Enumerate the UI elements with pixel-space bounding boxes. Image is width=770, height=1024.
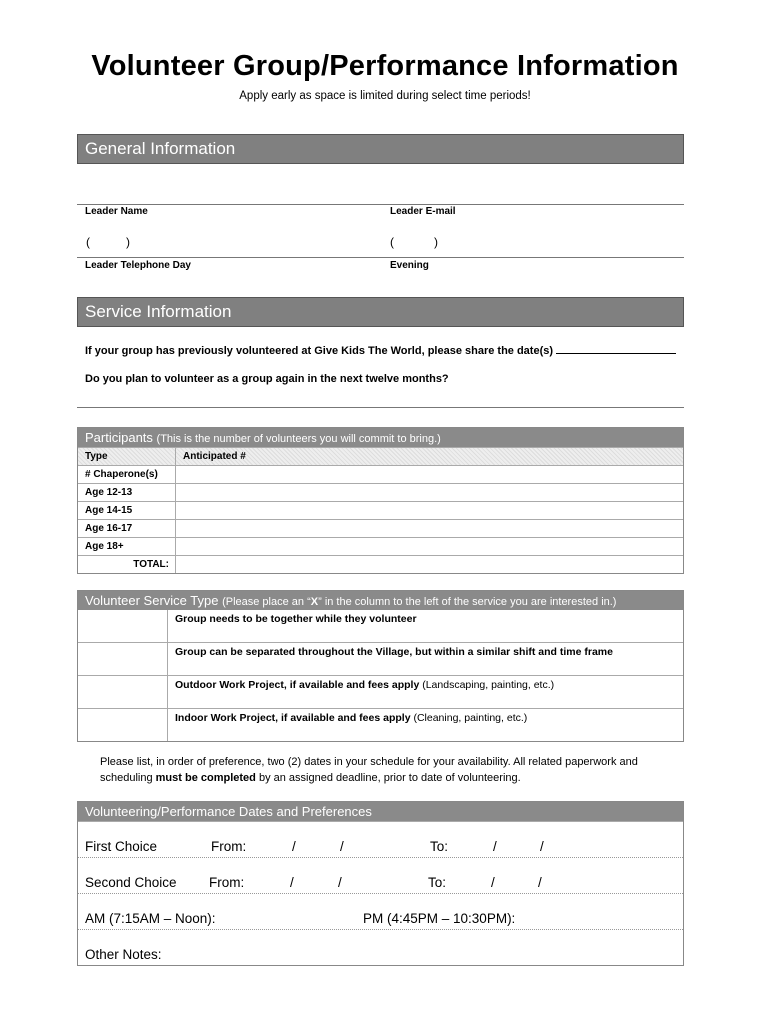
page-title: Volunteer Group/Performance Information (91, 50, 679, 82)
count-cell[interactable] (176, 538, 683, 555)
previous-volunteer-question: If your group has previously volunteered at Give Kids The World, please share the date(s) (85, 343, 676, 357)
service-option-row: Group can be separated throughout the Village, but within a similar shift and time frame (78, 642, 683, 675)
option-checkbox[interactable] (78, 610, 168, 642)
count-cell[interactable] (176, 502, 683, 519)
area-code-close: ) (434, 235, 438, 249)
option-checkbox[interactable] (78, 709, 168, 741)
date-blank[interactable] (556, 343, 676, 354)
participants-column-headers (78, 447, 683, 465)
count-cell[interactable] (176, 520, 683, 537)
service-option-row: Outdoor Work Project, if available and fees apply (Landscaping, painting, etc.) (78, 675, 683, 708)
shift-preference-row[interactable]: AM (7:15AM – Noon): PM (4:45PM – 10:30PM): (78, 893, 683, 929)
evening-label: Evening (390, 260, 429, 271)
total-cell[interactable] (176, 556, 683, 573)
dates-header: Volunteering/Performance Dates and Preferences (78, 802, 683, 821)
participants-header: Participants (This is the number of volunteers you will commit to bring.) (78, 428, 683, 447)
table-row: Age 16-17 (78, 519, 683, 537)
participants-table (77, 427, 684, 574)
divider (77, 257, 684, 258)
total-row: TOTAL: (78, 555, 683, 573)
col-anticipated: Anticipated # (183, 451, 246, 462)
volunteer-again-question: Do you plan to volunteer as a group again in the next twelve months? (85, 373, 449, 385)
option-checkbox[interactable] (78, 676, 168, 708)
second-choice-row[interactable]: Second Choice From: / / To: / / (78, 857, 683, 893)
leader-email-label: Leader E-mail (390, 206, 456, 217)
instructions-paragraph: Please list, in order of preference, two (2) dates in your schedule for your availability. All related paperwork and scheduling must be completed by an assigned deadline, prior to date of volunteering. (100, 756, 638, 784)
other-notes-row[interactable]: Other Notes: (78, 929, 683, 965)
option-checkbox[interactable] (78, 643, 168, 675)
first-choice-row[interactable]: First Choice From: / / To: / / (78, 821, 683, 857)
service-type-header: Volunteer Service Type (Please place an “X” in the column to the left of the service you are interested in.) (78, 591, 683, 610)
leader-telephone-day-label: Leader Telephone Day (85, 260, 191, 271)
table-row: Age 14-15 (78, 501, 683, 519)
area-code-open: ( (390, 235, 394, 249)
table-row: Age 18+ (78, 537, 683, 555)
service-type-table (77, 590, 684, 742)
service-info-header: Service Information (77, 297, 684, 327)
page-subtitle: Apply early as space is limited during select time periods! (239, 90, 531, 102)
dates-table (77, 801, 684, 966)
count-cell[interactable] (176, 484, 683, 501)
divider (77, 204, 684, 205)
table-row: # Chaperone(s) (78, 465, 683, 483)
divider (77, 407, 684, 408)
area-code-open: ( (86, 235, 90, 249)
service-option-row: Indoor Work Project, if available and fees apply (Cleaning, painting, etc.) (78, 708, 683, 741)
general-info-header: General Information (77, 134, 684, 164)
area-code-close: ) (126, 235, 130, 249)
col-type: Type (78, 448, 176, 465)
service-option-row: Group needs to be together while they volunteer (78, 610, 683, 642)
count-cell[interactable] (176, 466, 683, 483)
leader-name-label: Leader Name (85, 206, 148, 217)
table-row: Age 12-13 (78, 483, 683, 501)
